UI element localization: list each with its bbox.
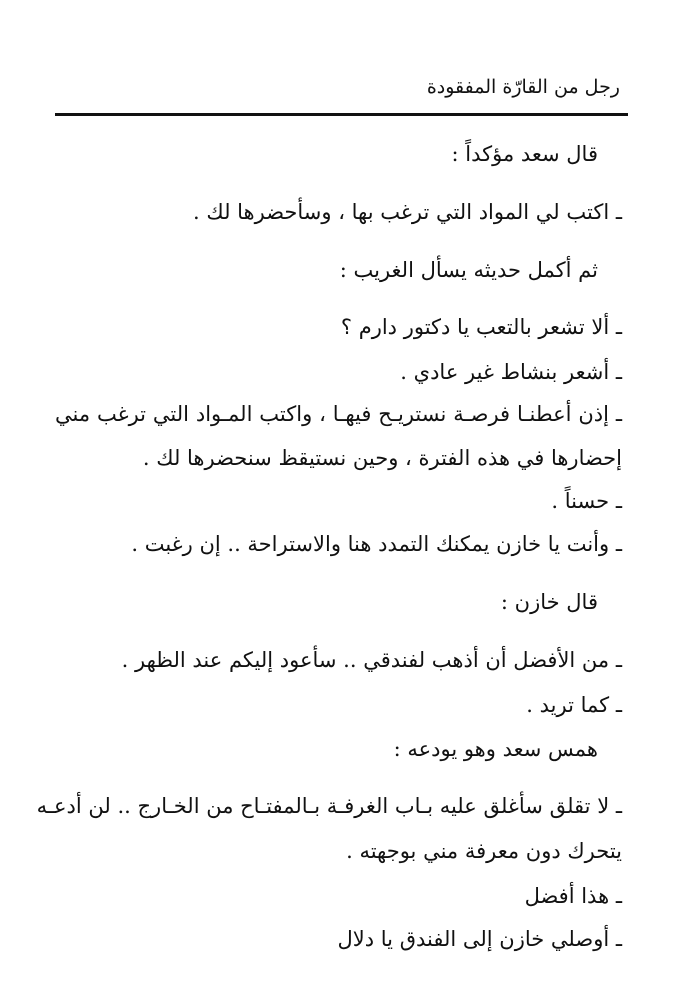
narration-line: قال سعد مؤكداً : bbox=[451, 142, 598, 166]
dialogue-line: ـ وأنت يا خازن يمكنك التمدد هنا والاستراحة .. إن رغبت . bbox=[131, 532, 622, 556]
dialogue-line: ـ كما تريد . bbox=[526, 693, 622, 717]
dialogue-continuation-line: إحضارها في هذه الفترة ، وحين نستيقظ سنحضرها لك . bbox=[142, 446, 622, 470]
dialogue-line: ـ أوصلي خازن إلى الفندق يا دلال bbox=[337, 927, 622, 951]
dialogue-line: ـ أشعر بنشاط غير عادي . bbox=[400, 360, 622, 384]
dialogue-line: ـ من الأفضل أن أذهب لفندقي .. سأعود إليكم عند الظهر . bbox=[121, 648, 622, 672]
narration-line: ثم أكمل حديثه يسأل الغريب : bbox=[339, 258, 598, 282]
narration-line: همس سعد وهو يودعه : bbox=[393, 737, 598, 761]
header-divider bbox=[55, 113, 628, 116]
dialogue-line: ـ إذن أعطنـا فرصـة نستريـح فيهـا ، واكتب المـواد التي ترغب مني bbox=[55, 402, 622, 426]
dialogue-line: ـ هذا أفضل bbox=[524, 884, 622, 908]
running-header-title: رجل من القارّة المفقودة bbox=[426, 76, 620, 98]
dialogue-line: ـ لا تقلق سأغلق عليه بـاب الغرفـة بـالمفتـاح من الخـارج .. لن أدعـه bbox=[36, 794, 622, 818]
dialogue-line: ـ اكتب لي المواد التي ترغب بها ، وسأحضرها لك . bbox=[193, 200, 622, 224]
dialogue-line: ـ ألا تشعر بالتعب يا دكتور دارم ؟ bbox=[340, 315, 622, 339]
dialogue-line: ـ حسناً . bbox=[551, 489, 622, 513]
narration-line: قال خازن : bbox=[500, 590, 598, 614]
dialogue-continuation-line: يتحرك دون معرفة مني بوجهته . bbox=[346, 839, 622, 863]
